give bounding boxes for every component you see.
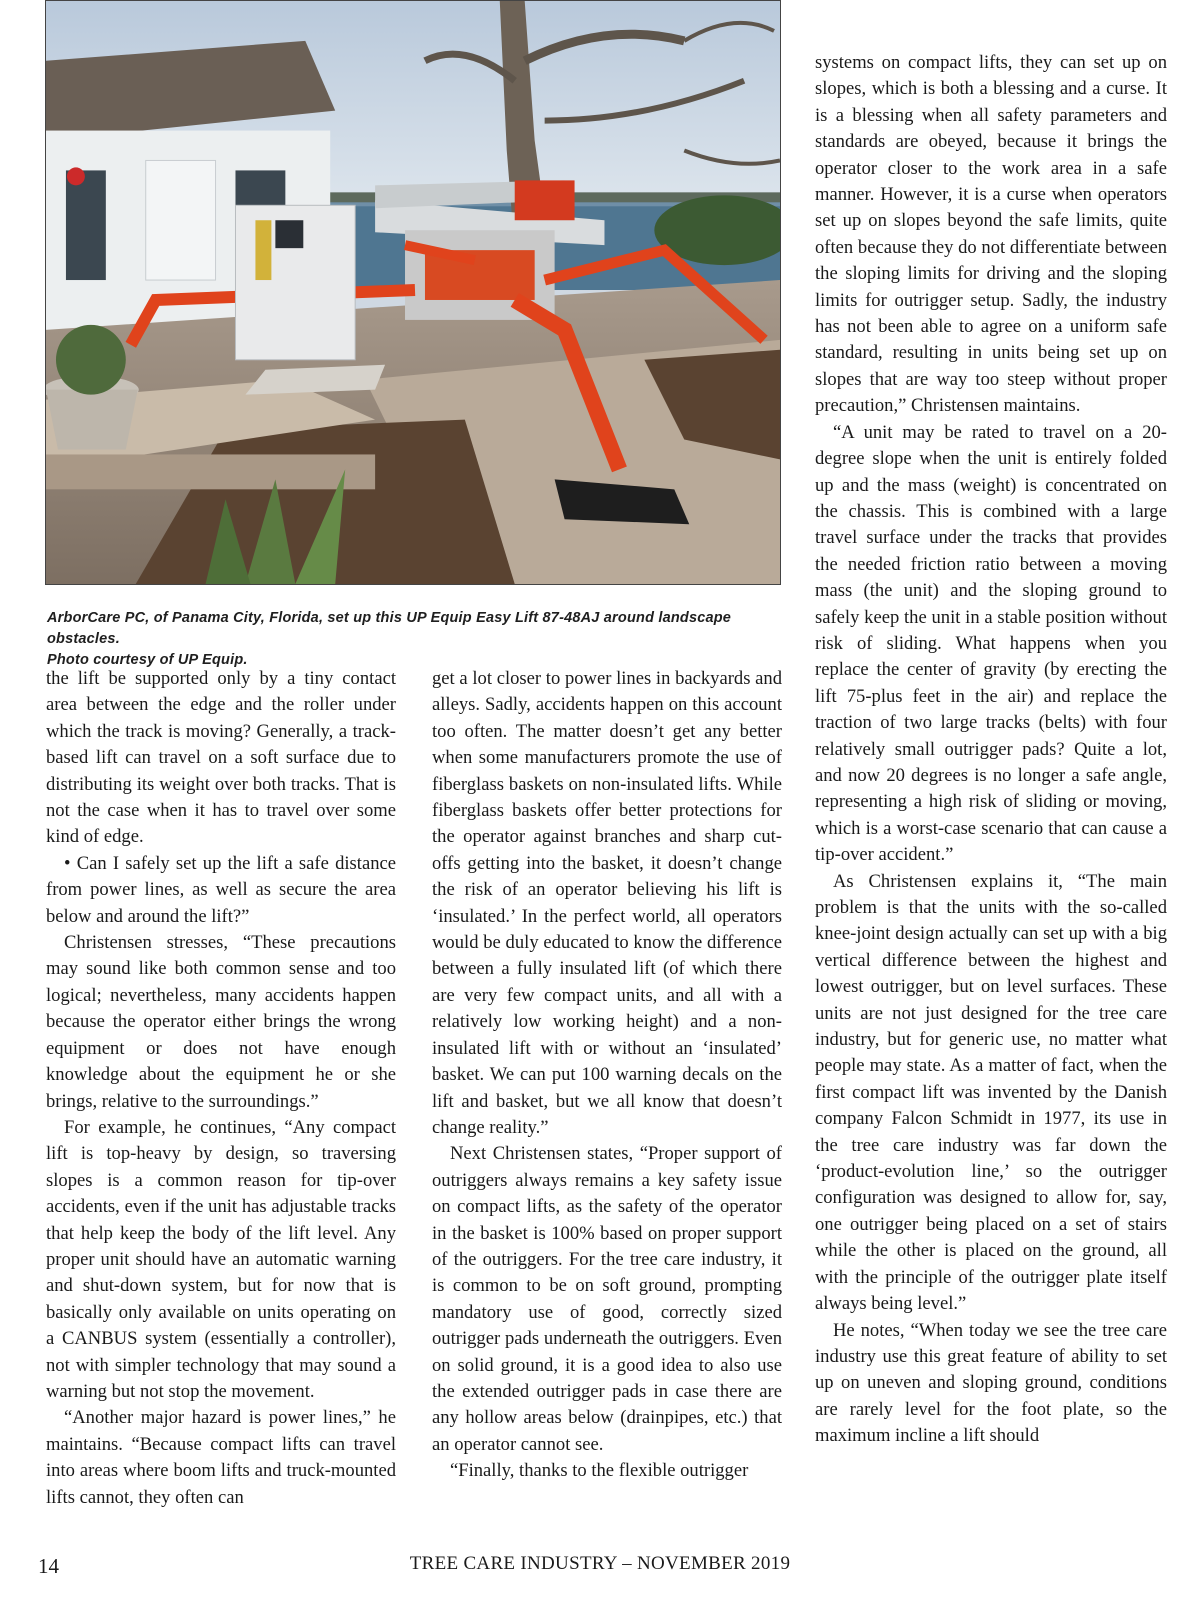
caption-line-2: Photo courtesy of UP Equip. [47,652,248,668]
page-number: 14 [38,1554,59,1578]
paragraph: “Another major hazard is power lines,” he maintains. “Because compact lifts can travel into areas where boom lifts and truck-mounted lifts cannot, they often can [46,1407,396,1508]
paragraph: He notes, “When today we see the tree care industry use this great feature of ability to set up on uneven and sloping ground, conditions are rarely level for the foot plate, so the maximum incline a lift should [815,1319,1167,1447]
caption-line-1: ArborCare PC, of Panama City, Florida, set up this UP Equip Easy Lift 87-48AJ around landscape obstacles. [47,610,732,647]
paragraph: the lift be supported only by a tiny contact area between the edge and the roller under which the track is moving? Generally, a track-based lift can travel on a soft surface due to distributing its weight over both tracks. That is not the case when it has to travel over some kind of edge. [46,668,396,848]
article-column-2 [432,666,782,1485]
bullet-paragraph: • Can I safely set up the lift a safe distance from power lines, as well as secure the area below and around the lift?” [46,852,396,927]
spider-lift-illustration [46,1,780,584]
paragraph: As Christensen explains it, “The main problem is that the units with the so-called knee-joint design actually can set up with a big vertical difference between the highest and lowest outrigger, but on level surfaces. These units are not just designed for the tree care industry, but for generic use, no matter what people may state. As a matter of fact, when the first compact lift was invented by the Danish company Falcon Schmidt in 1977, its use in the tree care industry was far down the ‘product-evolution line,’ so the outrigger configuration was designed to allow for, say, one outrigger being placed on a set of stairs while the other is placed on the ground, all with the principle of the outrigger plate itself always being level.” [815,870,1167,1315]
article-column-3 [815,50,1167,1450]
photo-caption [47,608,787,671]
paragraph: For example, he continues, “Any compact lift is top-heavy by design, so traversing slopes is a common reason for tip-over accidents, even if the unit has adjustable tracks that help keep the body of the lift level. Any proper unit should have an automatic warning and shut-down system, but for now that is basically only available on units operating on a CANBUS system (essentially a controller), not with simpler technology that may sound a warning but not stop the movement. [46,1116,396,1402]
article-column-1 [46,666,396,1511]
paragraph: Christensen stresses, “These precautions may sound like both common sense and too logical; nevertheless, many accidents happen because the operator either brings the wrong equipment or does not have enough knowledge about the equipment he or she brings, relative to the surroundings.” [46,932,396,1112]
article-photo [45,0,781,585]
publication-footer: TREE CARE INDUSTRY – NOVEMBER 2019 [409,1553,791,1574]
paragraph: “A unit may be rated to travel on a 20-degree slope when the unit is entirely folded up and the mass (weight) is concentrated on the chassis. This is combined with a large travel surface under the tracks that provides the needed friction ratio between a moving mass (the unit) and the sloping ground to safely keep the unit in a stable position without risk of sliding. What happens when you replace the center of gravity (by erecting the lift 75-plus feet in the air) and replace the traction of two large tracks (belts) with four relatively small outrigger pads? Quite a lot, and now 20 degrees is no longer a safe angle, representing a high risk of sliding or moving, which is a worst-case scenario that can cause a tip-over accident.” [815,421,1167,866]
paragraph: Next Christensen states, “Proper support of outriggers always remains a key safety issue on compact lifts, as the safety of the operator in the basket is 100% based on proper support of the outriggers. For the tree care industry, it is common to be on soft ground, prompting mandatory use of good, correctly sized outrigger pads underneath the outriggers. Even on solid ground, it is a good idea to also use the extended outrigger pads in case there are any hollow areas below (drainpipes, etc.) that an operator cannot see. [432,1143,782,1455]
paragraph: systems on compact lifts, they can set up on slopes, which is both a blessing and a curse. It is a blessing when all safety parameters and standards are obeyed, because it brings the operator closer to the work area in a safe manner. However, it is a curse when operators set up on slopes beyond the safe limits, quite often because they do not differentiate between the sloping limits for driving and the sloping limits for outrigger setup. Sadly, the industry has not been able to agree on a uniform safe standard, resulting in units being set up on slopes that are way too steep without proper precaution,” Christensen maintains. [815,52,1167,417]
paragraph: get a lot closer to power lines in backyards and alleys. Sadly, accidents happen on this account too often. The matter doesn’t get any better when some manufacturers promote the use of fiberglass baskets on non-insulated lifts. While fiberglass baskets offer better protections for the operator against branches and sharp cut-offs getting into the basket, it doesn’t change the risk of an operator believing his lift is ‘insulated.’ In the perfect world, all operators would be duly educated to know the difference between a fully insulated lift (of which there are very few compact units, and all with a relatively low working height) and a non-insulated lift with or without an ‘insulated’ basket. We can put 100 warning decals on the lift and basket, but we all know that doesn’t change reality.” [432,668,782,1138]
paragraph: “Finally, thanks to the flexible outrigger [450,1460,749,1482]
